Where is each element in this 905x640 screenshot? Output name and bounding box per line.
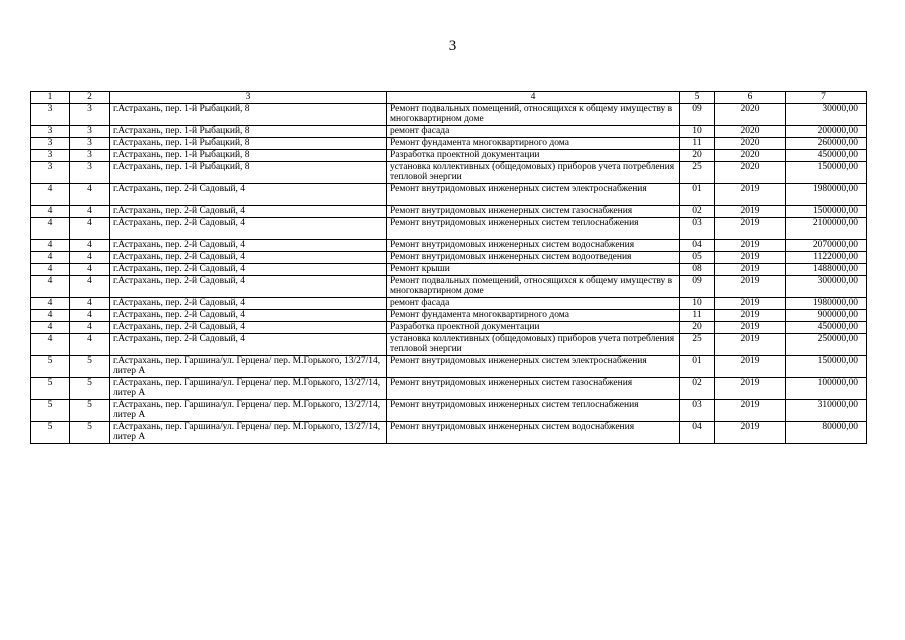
cell-address: г.Астрахань, пер. 2-й Садовый, 4 [110, 297, 387, 309]
cell-col1: 5 [31, 421, 70, 443]
cell-work-type: Ремонт внутридомовых инженерных систем водоснабжения [387, 239, 680, 251]
header-cell-col6: 6 [715, 92, 786, 104]
cell-cost: 300000,00 [786, 275, 867, 297]
cell-work-type: Ремонт крыши [387, 263, 680, 275]
cell-work-type: Ремонт внутридомовых инженерных систем водоотведения [387, 251, 680, 263]
cell-col2: 3 [70, 149, 110, 161]
cell-work-type: Разработка проектной документации [387, 321, 680, 333]
cell-cost: 80000,00 [786, 421, 867, 443]
cell-code: 20 [680, 149, 715, 161]
table-row [31, 275, 867, 297]
cell-address: г.Астрахань, пер. 2-й Садовый, 4 [110, 321, 387, 333]
cell-cost: 1488000,00 [786, 263, 867, 275]
cell-cost: 310000,00 [786, 399, 867, 421]
cell-address: г.Астрахань, пер. 2-й Садовый, 4 [110, 217, 387, 239]
cell-col2: 5 [70, 355, 110, 377]
cell-code: 08 [680, 263, 715, 275]
cell-cost: 200000,00 [786, 125, 867, 137]
table-row [31, 103, 867, 125]
cell-address: г.Астрахань, пер. 1-й Рыбацкий, 8 [110, 137, 387, 149]
cell-col1: 4 [31, 297, 70, 309]
cell-col1: 4 [31, 251, 70, 263]
cell-work-type: Ремонт внутридомовых инженерных систем теплоснабжения [387, 399, 680, 421]
cell-year: 2019 [715, 321, 786, 333]
cell-work-type: Ремонт внутридомовых инженерных систем электроснабжения [387, 183, 680, 205]
cell-col2: 3 [70, 137, 110, 149]
cell-cost: 100000,00 [786, 377, 867, 399]
cell-col2: 4 [70, 333, 110, 355]
cell-col1: 4 [31, 309, 70, 321]
cell-work-type: Ремонт внутридомовых инженерных систем газоснабжения [387, 205, 680, 217]
cell-col2: 4 [70, 263, 110, 275]
cell-col2: 3 [70, 103, 110, 125]
cell-col2: 4 [70, 321, 110, 333]
cell-year: 2019 [715, 275, 786, 297]
cell-work-type: Ремонт фундамента многоквартирного дома [387, 137, 680, 149]
cell-col2: 5 [70, 399, 110, 421]
cell-code: 25 [680, 333, 715, 355]
cell-col2: 4 [70, 183, 110, 205]
cell-cost: 2100000,00 [786, 217, 867, 239]
cell-cost: 450000,00 [786, 149, 867, 161]
cell-code: 10 [680, 297, 715, 309]
cell-address: г.Астрахань, пер. Гаршина/ул. Герцена/ пер. М.Горького, 13/27/14, литер А [110, 421, 387, 443]
cell-cost: 1500000,00 [786, 205, 867, 217]
cell-col1: 4 [31, 217, 70, 239]
cell-work-type: Ремонт внутридомовых инженерных систем электроснабжения [387, 355, 680, 377]
cell-address: г.Астрахань, пер. 1-й Рыбацкий, 8 [110, 161, 387, 183]
cell-code: 01 [680, 183, 715, 205]
cell-work-type: Разработка проектной документации [387, 149, 680, 161]
cell-col2: 4 [70, 251, 110, 263]
cell-year: 2019 [715, 377, 786, 399]
cell-col1: 3 [31, 161, 70, 183]
cell-address: г.Астрахань, пер. 2-й Садовый, 4 [110, 239, 387, 251]
cell-work-type: ремонт фасада [387, 125, 680, 137]
cell-code: 05 [680, 251, 715, 263]
table-row [31, 149, 867, 161]
cell-year: 2019 [715, 217, 786, 239]
header-cell-col1: 1 [31, 92, 70, 104]
cell-cost: 1122000,00 [786, 251, 867, 263]
cell-code: 09 [680, 103, 715, 125]
cell-col1: 4 [31, 183, 70, 205]
cell-address: г.Астрахань, пер. 2-й Садовый, 4 [110, 183, 387, 205]
works-table [30, 91, 867, 444]
cell-code: 11 [680, 309, 715, 321]
cell-col2: 3 [70, 125, 110, 137]
table-row [31, 137, 867, 149]
cell-cost: 1980000,00 [786, 183, 867, 205]
cell-cost: 30000,00 [786, 103, 867, 125]
header-cell-col2: 2 [70, 92, 110, 104]
cell-work-type: Ремонт подвальных помещений, относящихся к общему имуществу в многоквартирном доме [387, 103, 680, 125]
cell-code: 25 [680, 161, 715, 183]
cell-address: г.Астрахань, пер. 2-й Садовый, 4 [110, 263, 387, 275]
cell-col2: 5 [70, 421, 110, 443]
header-cell-col7: 7 [786, 92, 867, 104]
cell-col1: 4 [31, 321, 70, 333]
cell-year: 2019 [715, 421, 786, 443]
cell-col2: 4 [70, 205, 110, 217]
table-row [31, 183, 867, 205]
cell-work-type: Ремонт подвальных помещений, относящихся к общему имуществу в многоквартирном доме [387, 275, 680, 297]
cell-address: г.Астрахань, пер. 1-й Рыбацкий, 8 [110, 103, 387, 125]
table-row [31, 239, 867, 251]
cell-work-type: Ремонт внутридомовых инженерных систем газоснабжения [387, 377, 680, 399]
cell-year: 2020 [715, 149, 786, 161]
cell-address: г.Астрахань, пер. Гаршина/ул. Герцена/ пер. М.Горького, 13/27/14, литер А [110, 377, 387, 399]
table-header-row [31, 92, 867, 104]
table-row [31, 125, 867, 137]
cell-year: 2019 [715, 309, 786, 321]
table-row [31, 205, 867, 217]
cell-address: г.Астрахань, пер. 1-й Рыбацкий, 8 [110, 149, 387, 161]
cell-cost: 150000,00 [786, 161, 867, 183]
cell-col1: 3 [31, 125, 70, 137]
cell-year: 2019 [715, 205, 786, 217]
cell-year: 2019 [715, 399, 786, 421]
cell-address: г.Астрахань, пер. 2-й Садовый, 4 [110, 205, 387, 217]
cell-cost: 1980000,00 [786, 297, 867, 309]
cell-work-type: установка коллективных (общедомовых) приборов учета потребления тепловой энергии [387, 161, 680, 183]
cell-work-type: установка коллективных (общедомовых) приборов учета потребления тепловой энергии [387, 333, 680, 355]
cell-col1: 4 [31, 275, 70, 297]
page-number: 3 [448, 38, 457, 54]
table-row [31, 251, 867, 263]
cell-year: 2019 [715, 239, 786, 251]
cell-year: 2020 [715, 125, 786, 137]
table-row [31, 263, 867, 275]
cell-cost: 260000,00 [786, 137, 867, 149]
cell-cost: 450000,00 [786, 321, 867, 333]
cell-address: г.Астрахань, пер. Гаршина/ул. Герцена/ пер. М.Горького, 13/27/14, литер А [110, 399, 387, 421]
cell-col2: 4 [70, 297, 110, 309]
cell-col1: 4 [31, 205, 70, 217]
table-row [31, 321, 867, 333]
cell-col1: 3 [31, 137, 70, 149]
cell-year: 2020 [715, 137, 786, 149]
cell-work-type: ремонт фасада [387, 297, 680, 309]
cell-col1: 4 [31, 263, 70, 275]
cell-col1: 3 [31, 149, 70, 161]
cell-address: г.Астрахань, пер. 1-й Рыбацкий, 8 [110, 125, 387, 137]
cell-col2: 4 [70, 217, 110, 239]
cell-col2: 4 [70, 239, 110, 251]
cell-col1: 4 [31, 239, 70, 251]
header-cell-col4: 4 [387, 92, 680, 104]
cell-work-type: Ремонт фундамента многоквартирного дома [387, 309, 680, 321]
header-cell-col5: 5 [680, 92, 715, 104]
cell-col1: 5 [31, 355, 70, 377]
table-row [31, 355, 867, 377]
cell-code: 03 [680, 217, 715, 239]
cell-cost: 250000,00 [786, 333, 867, 355]
table-row [31, 161, 867, 183]
cell-col1: 5 [31, 377, 70, 399]
cell-year: 2019 [715, 333, 786, 355]
cell-code: 01 [680, 355, 715, 377]
cell-cost: 150000,00 [786, 355, 867, 377]
cell-col2: 3 [70, 161, 110, 183]
cell-col1: 3 [31, 103, 70, 125]
cell-year: 2020 [715, 161, 786, 183]
cell-work-type: Ремонт внутридомовых инженерных систем водоснабжения [387, 421, 680, 443]
cell-year: 2019 [715, 355, 786, 377]
cell-work-type: Ремонт внутридомовых инженерных систем теплоснабжения [387, 217, 680, 239]
cell-cost: 900000,00 [786, 309, 867, 321]
table-row [31, 297, 867, 309]
cell-col1: 5 [31, 399, 70, 421]
cell-cost: 2070000,00 [786, 239, 867, 251]
cell-col2: 4 [70, 275, 110, 297]
cell-address: г.Астрахань, пер. 2-й Садовый, 4 [110, 333, 387, 355]
cell-code: 04 [680, 421, 715, 443]
cell-code: 02 [680, 377, 715, 399]
cell-col2: 4 [70, 309, 110, 321]
cell-year: 2020 [715, 103, 786, 125]
table-row [31, 421, 867, 443]
cell-code: 09 [680, 275, 715, 297]
cell-code: 03 [680, 399, 715, 421]
cell-code: 10 [680, 125, 715, 137]
cell-year: 2019 [715, 183, 786, 205]
cell-year: 2019 [715, 263, 786, 275]
table-row [31, 333, 867, 355]
cell-code: 04 [680, 239, 715, 251]
header-cell-col3: 3 [110, 92, 387, 104]
cell-address: г.Астрахань, пер. Гаршина/ул. Герцена/ пер. М.Горького, 13/27/14, литер А [110, 355, 387, 377]
cell-year: 2019 [715, 297, 786, 309]
cell-address: г.Астрахань, пер. 2-й Садовый, 4 [110, 251, 387, 263]
cell-year: 2019 [715, 251, 786, 263]
cell-col2: 5 [70, 377, 110, 399]
cell-code: 02 [680, 205, 715, 217]
cell-address: г.Астрахань, пер. 2-й Садовый, 4 [110, 275, 387, 297]
cell-code: 20 [680, 321, 715, 333]
cell-col1: 4 [31, 333, 70, 355]
cell-code: 11 [680, 137, 715, 149]
table-row [31, 309, 867, 321]
table-row [31, 399, 867, 421]
cell-address: г.Астрахань, пер. 2-й Садовый, 4 [110, 309, 387, 321]
table-row [31, 217, 867, 239]
table-row [31, 377, 867, 399]
